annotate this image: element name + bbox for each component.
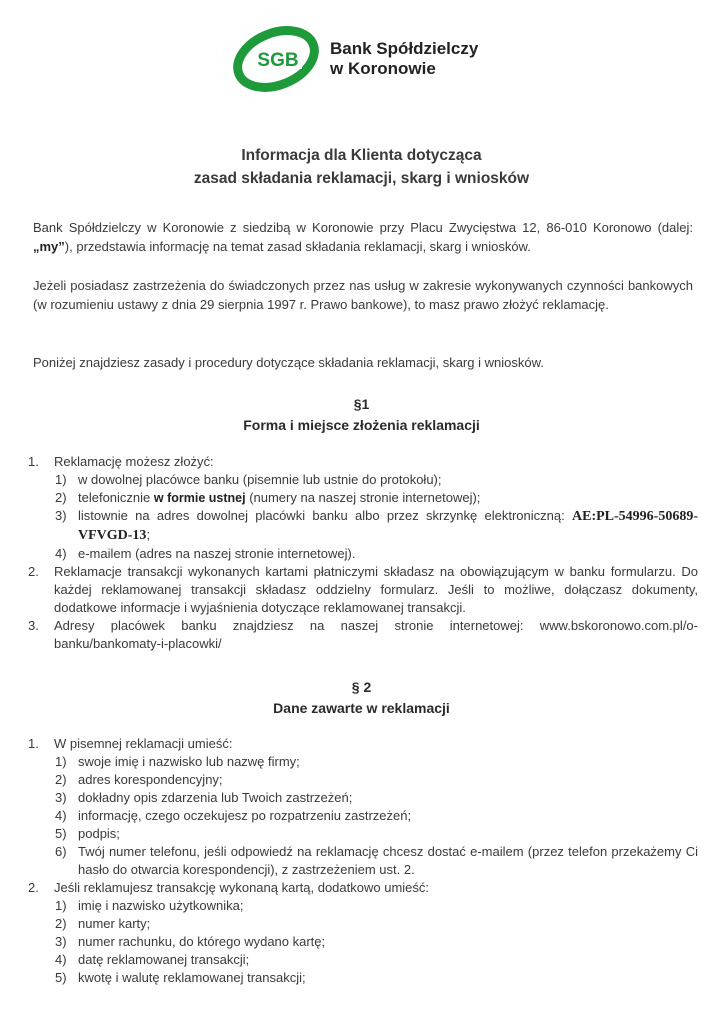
sub-item-text: datę reklamowanej transakcji;: [78, 952, 250, 967]
sub-item-number: 6): [55, 844, 67, 859]
sub-item-number: 2): [55, 490, 67, 505]
sub-item-text: swoje imię i nazwisko lub nazwę firmy;: [78, 754, 300, 769]
logo-line-1: Bank Spółdzielczy: [330, 39, 479, 58]
list-item: [28, 735, 698, 753]
sub-item-number: 4): [55, 808, 67, 823]
list-item: [28, 453, 698, 471]
logo-name: [330, 39, 478, 79]
intro-p1-bold: „my”: [33, 239, 65, 254]
item-number: 3.: [28, 618, 39, 633]
intro-paragraph-1: [33, 218, 693, 256]
sub-list-item: [28, 897, 698, 915]
title-line-1: Informacja dla Klienta dotycząca: [241, 147, 482, 164]
sub-item-text: kwotę i walutę reklamowanej transakcji;: [78, 970, 306, 985]
sub-item-text: Twój numer telefonu, jeśli odpowiedź na reklamację chcesz dostać e-mailem (przez telefon przekażemy Ci hasło do otwarcia korespondencji), z zastrzeżeniem ust. 2.: [78, 844, 698, 877]
sub-item-text: numer karty;: [78, 916, 151, 931]
intro-paragraph-3: Poniżej znajdziesz zasady i procedury dotyczące składania reklamacji, skarg i wniosków.: [33, 355, 544, 370]
bank-logo: [232, 26, 522, 92]
sub-list-item: [28, 753, 698, 771]
title-line-2: zasad składania reklamacji, skarg i wniosków: [193, 170, 530, 187]
section-2-number: § 2: [351, 679, 372, 695]
sub-item-number: 4): [55, 952, 67, 967]
sub-item-text: dokładny opis zdarzenia lub Twoich zastrzeżeń;: [78, 790, 353, 805]
intro-p1-text-end: ), przedstawia informację na temat zasad składania reklamacji, skarg i wniosków.: [64, 239, 531, 254]
sub-item-number: 2): [55, 772, 67, 787]
section-1-heading: [0, 394, 723, 436]
sub-item-number: 3): [55, 508, 67, 523]
sub-item-text: informację, czego oczekujesz po rozpatrzeniu zastrzeżeń;: [78, 808, 412, 823]
sub-list-item: [28, 471, 698, 489]
sub-list-item: [28, 489, 698, 507]
section-1-number: §1: [353, 396, 370, 412]
sub-item-text: adres korespondencyjny;: [78, 772, 223, 787]
sub-list-item: [28, 807, 698, 825]
sub-list-item: [28, 545, 698, 563]
sub-item-number: 1): [55, 754, 67, 769]
intro-p1-text: Bank Spółdzielczy w Koronowie z siedzibą w Koronowie przy Placu Zwycięstwa 12, 86-010 Koronowo (dalej:: [33, 220, 693, 235]
sub-list-item: [28, 789, 698, 807]
item-text: Adresy placówek banku znajdziesz na naszej stronie internetowej: www.bskoronowo.com.pl/o-banku/bankomaty-i-placowki/: [54, 618, 698, 651]
sub-item-number: 5): [55, 970, 67, 985]
sub-item-number: 1): [55, 472, 67, 487]
item-number: 2.: [28, 564, 39, 579]
section-2-heading: [0, 677, 723, 719]
intro-paragraph-2: Jeżeli posiadasz zastrzeżenia do świadczonych przez nas usług w zakresie wykonywanych czynności bankowych (w rozumieniu ustawy z dnia 29 sierpnia 1997 r. Prawo bankowe), to masz prawo złożyć reklamację.: [33, 278, 693, 312]
epuap-address: AE:PL-54996-50689-VFVGD-13: [78, 509, 698, 543]
item-text: Reklamacje transakcji wykonanych kartami płatniczymi składasz na obowiązującym w banku formularzu. Do każdej reklamowanej transakcji składasz oddzielny formularz. Jeśli to możliwe, dołączasz dokumenty, dodatkowe informacje i wyjaśnienia dotyczące reklamowanej transakcji.: [54, 564, 698, 615]
sub-list-item: [28, 969, 698, 987]
sub-item-text: w dowolnej placówce banku (pisemnie lub ustnie do protokołu);: [78, 472, 442, 487]
logo-mark-text: SGB: [257, 50, 299, 71]
sub-list-item: [28, 951, 698, 969]
logo-line-2: w Koronowie: [330, 59, 436, 78]
sub-item-text: e-mailem (adres na naszej stronie internetowej).: [78, 546, 356, 561]
sub-item-text: listownie na adres dowolnej placówki banku albo przez skrzynkę elektroniczną:: [78, 508, 572, 523]
sub-item-bold: w formie ustnej: [153, 491, 246, 505]
section-1-title: Forma i miejsce złożenia reklamacji: [243, 417, 480, 433]
sub-item-text-end: ;: [146, 527, 151, 542]
sub-item-text: telefonicznie: [78, 490, 154, 505]
item-text: Jeśli reklamujesz transakcję wykonaną kartą, dodatkowo umieść:: [54, 880, 430, 895]
sub-item-number: 1): [55, 898, 67, 913]
section-1-list: [28, 453, 698, 653]
sub-item-text: imię i nazwisko użytkownika;: [78, 898, 244, 913]
item-text: Reklamację możesz złożyć:: [54, 454, 214, 469]
list-item: [28, 879, 698, 897]
section-2-list: [28, 735, 698, 987]
sub-item-number: 5): [55, 826, 67, 841]
sub-item-number: 2): [55, 916, 67, 931]
sub-list-item: [28, 915, 698, 933]
sub-list-item: [28, 843, 698, 879]
sub-item-number: 3): [55, 790, 67, 805]
sub-list-item: [28, 825, 698, 843]
item-number: 1.: [28, 454, 39, 469]
sub-item-text: numer rachunku, do którego wydano kartę;: [78, 934, 326, 949]
item-number: 2.: [28, 880, 39, 895]
sub-item-text-end: (numery na naszej stronie internetowej);: [245, 490, 481, 505]
list-item: [28, 617, 698, 653]
sub-list-item: [28, 933, 698, 951]
section-2-title: Dane zawarte w reklamacji: [273, 700, 450, 716]
sub-item-number: 4): [55, 546, 67, 561]
sub-item-text: podpis;: [78, 826, 120, 841]
item-text: W pisemnej reklamacji umieść:: [54, 736, 233, 751]
document-title: [0, 144, 723, 190]
sub-item-number: 3): [55, 934, 67, 949]
sgb-logo-mark: [232, 26, 332, 92]
sub-list-item: [28, 771, 698, 789]
item-number: 1.: [28, 736, 39, 751]
list-item: [28, 563, 698, 617]
sub-list-item: [28, 507, 698, 545]
